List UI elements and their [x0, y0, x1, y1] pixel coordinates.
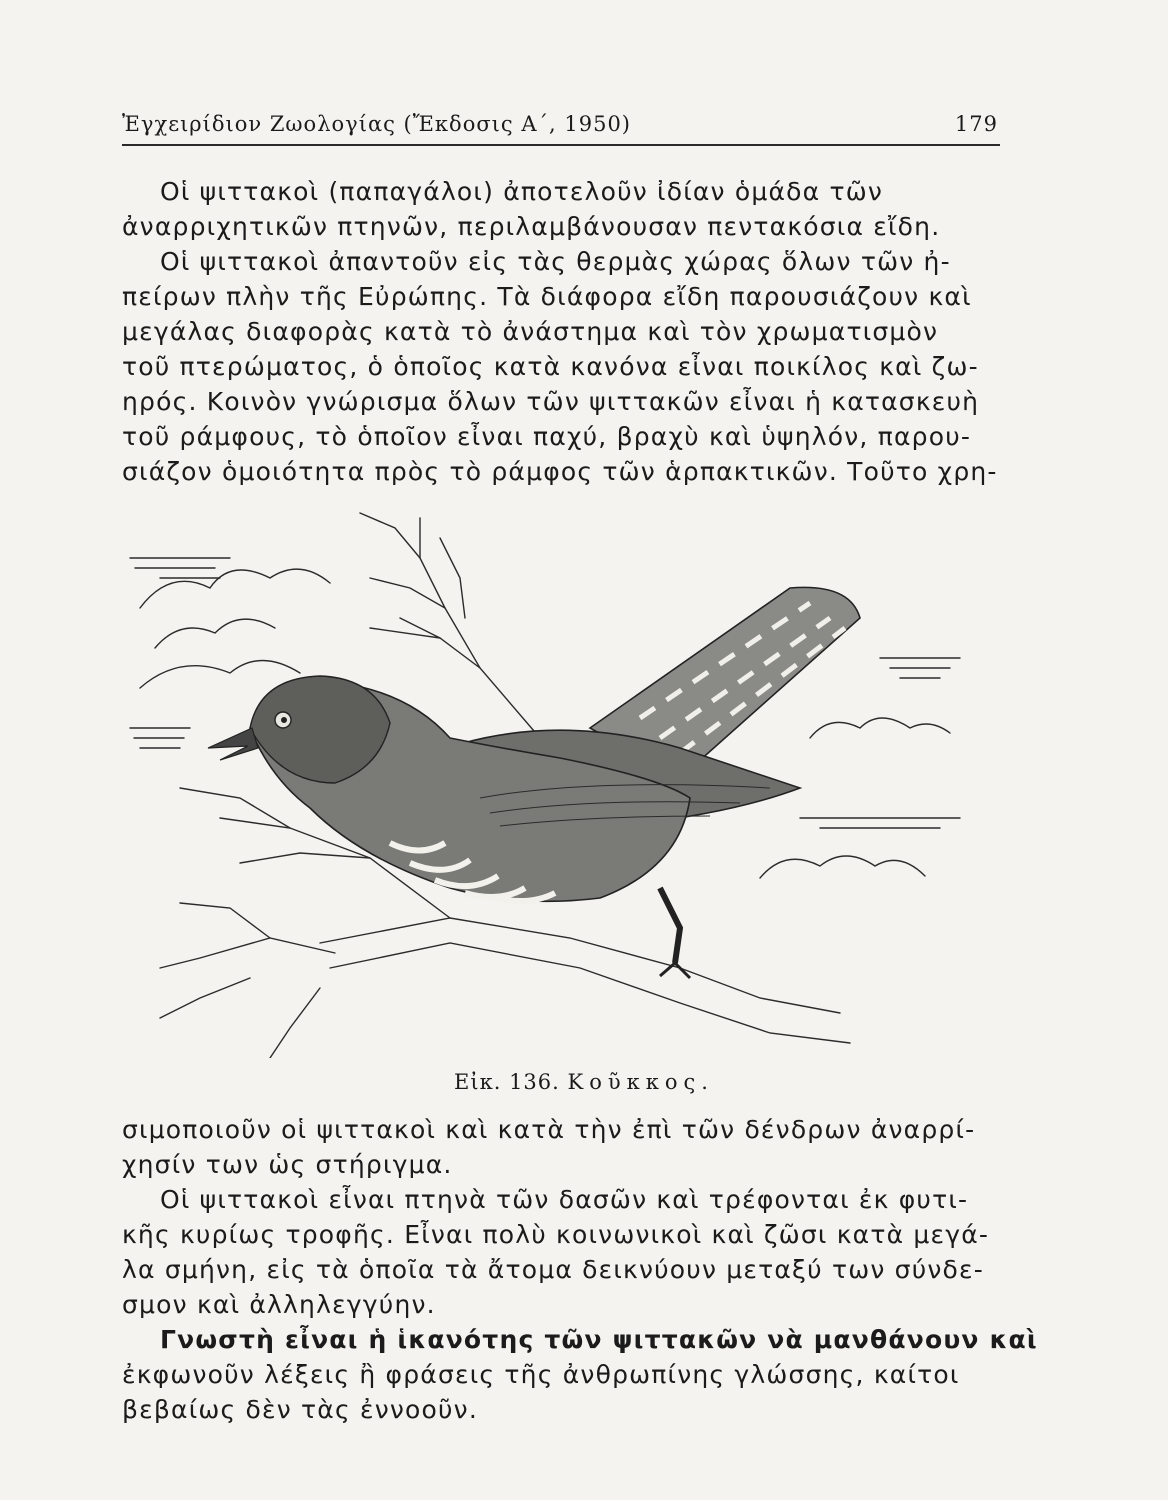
text-line: πείρων πλὴν τῆς Εὐρώπης. Τὰ διάφορα εἴδη παρουσιάζουν καὶ — [122, 282, 972, 311]
cloud-right-icon — [760, 658, 960, 878]
text-line: τοῦ πτερώματος, ὁ ὁποῖος κατὰ κανόνα εἶναι ποικίλος καὶ ζω- — [122, 352, 979, 381]
figure-caption — [0, 1070, 1168, 1094]
text-line: μεγάλας διαφορὰς κατὰ τὸ ἀνάστημα καὶ τὸν χρωματισμὸν — [122, 317, 939, 346]
text-line: σιάζον ὁμοιότητα πρὸς τὸ ράμφος τῶν ἁρπακτικῶν. Τοῦτο χρη- — [122, 457, 998, 486]
text-line: ηρός. Κοινὸν γνώρισμα ὅλων τῶν ψιττακῶν εἶναι ἡ κατασκευὴ — [122, 387, 980, 416]
book-title: Ἐγχειρίδιον Ζωολογίας (Ἔκδοσις Α΄, 1950) — [122, 112, 631, 136]
cuckoo-illustration — [120, 498, 1000, 1058]
text-line: σμον καὶ ἀλληλεγγύην. — [122, 1290, 436, 1319]
paragraph-1 — [122, 174, 1000, 244]
text-line: κῆς κυρίως τροφῆς. Εἶναι πολὺ κοινωνικοὶ καὶ ζῶσι κατὰ μεγά- — [122, 1220, 990, 1249]
text-line: λα σμήνη, εἰς τὰ ὁποῖα τὰ ἄτομα δεικνύουν μεταξύ των σύνδε- — [122, 1255, 984, 1284]
figure-title: Κοῦκκος. — [567, 1070, 714, 1094]
paragraph-2 — [122, 244, 1000, 489]
text-line: τοῦ ράμφους, τὸ ὁποῖον εἶναι παχύ, βραχὺ καὶ ὑψηλόν, παρου- — [122, 422, 972, 451]
paragraph-5 — [122, 1322, 1038, 1427]
running-header — [122, 110, 1000, 146]
text-line: ἀναρριχητικῶν πτηνῶν, περιλαμβάνουσαν πεντακόσια εἴδη. — [122, 212, 941, 241]
figure-number: Εἰκ. 136. — [454, 1070, 560, 1094]
text-line: Οἱ ψιττακοὶ ἀπαντοῦν εἰς τὰς θερμὰς χώρας ὅλων τῶν ἠ- — [160, 247, 951, 276]
text-line: σιμοποιοῦν οἱ ψιττακοὶ καὶ κατὰ τὴν ἐπὶ τῶν δένδρων ἀναρρί- — [122, 1115, 976, 1144]
text-line: Γνωστὴ εἶναι ἡ ἱκανότης τῶν ψιττακῶν νὰ μανθάνουν καὶ — [160, 1325, 1038, 1354]
text-line: βεβαίως δὲν τὰς ἐννοοῦν. — [122, 1395, 478, 1424]
paragraph-3 — [122, 1112, 1000, 1182]
page-number: 179 — [954, 112, 998, 136]
bird-icon — [208, 587, 860, 978]
text-line: χησίν των ὡς στήριγμα. — [122, 1150, 453, 1179]
text-line: ἐκφωνοῦν λέξεις ἢ φράσεις τῆς ἀνθρωπίνης γλώσσης, καίτοι — [122, 1360, 960, 1389]
text-line: Οἱ ψιττακοὶ (παπαγάλοι) ἀποτελοῦν ἰδίαν ὁμάδα τῶν — [160, 177, 884, 206]
paragraph-4 — [122, 1182, 1000, 1322]
text-line: Οἱ ψιττακοὶ εἶναι πτηνὰ τῶν δασῶν καὶ τρέφονται ἐκ φυτι- — [160, 1185, 969, 1214]
